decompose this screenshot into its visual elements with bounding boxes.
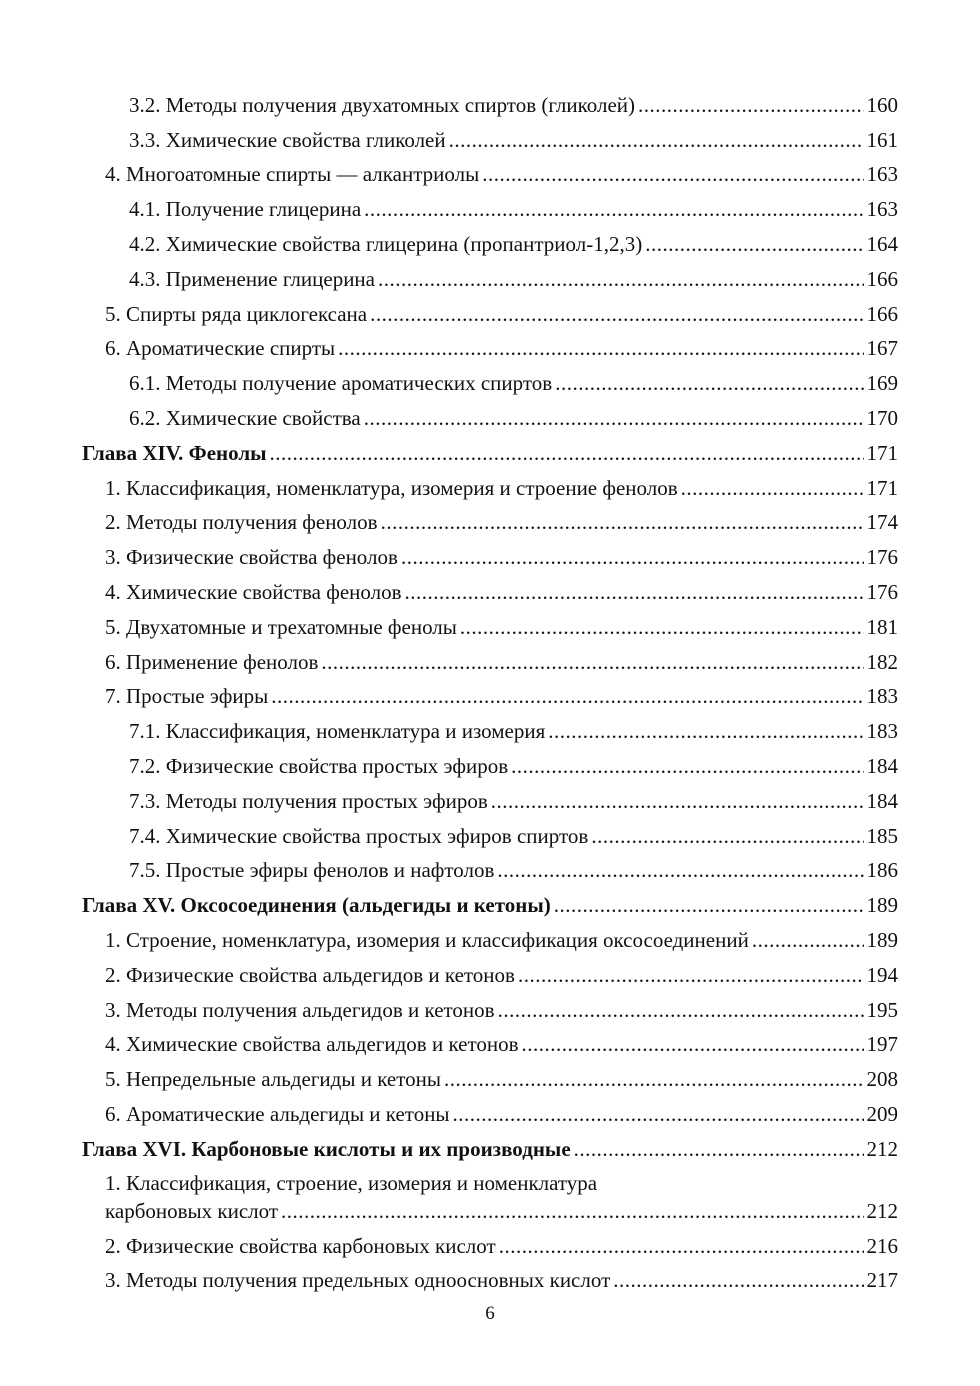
toc-entry[interactable] (0, 645, 980, 680)
dot-leader (321, 650, 863, 674)
toc-entry[interactable] (0, 471, 980, 506)
toc-page-number: 189 (866, 927, 898, 952)
dot-leader (681, 476, 864, 500)
dot-leader (518, 963, 864, 987)
toc-page-number: 171 (866, 440, 898, 465)
toc-page-number: 184 (866, 788, 898, 813)
dot-leader (645, 232, 863, 256)
toc-entry-title: карбоновых кислот (105, 1198, 279, 1223)
toc-entry-title: Глава XVI. Карбоновые кислоты и их производные (82, 1136, 571, 1161)
dot-leader (482, 162, 863, 186)
toc-entry[interactable] (0, 854, 980, 889)
dot-leader (405, 580, 864, 604)
dot-leader (378, 267, 864, 291)
toc-entry[interactable] (0, 262, 980, 297)
toc-page-number: 183 (866, 719, 898, 744)
toc-entry-title: 3. Методы получения альдегидов и кетонов (105, 997, 495, 1022)
toc-page-number: 167 (866, 336, 898, 361)
toc-entry[interactable] (0, 227, 980, 262)
toc-page-number: 181 (866, 614, 898, 639)
dot-leader (270, 441, 864, 465)
toc-entry[interactable] (0, 1167, 980, 1229)
toc-entry-title: 3. Физические свойства фенолов (105, 545, 398, 570)
toc-page-number: 189 (866, 893, 898, 918)
toc-entry[interactable] (0, 332, 980, 367)
toc-page-number: 163 (866, 197, 898, 222)
toc-entry-title: 2. Физические свойства альдегидов и кетонов (105, 962, 515, 987)
toc-entry[interactable] (0, 1229, 980, 1264)
toc-entry-title: 7.4. Химические свойства простых эфиров спиртов (129, 823, 589, 848)
dot-leader (548, 719, 863, 743)
toc-entry[interactable] (0, 923, 980, 958)
toc-page-number: 209 (866, 1101, 898, 1126)
toc-chapter[interactable] (0, 1132, 980, 1167)
toc-entry[interactable] (0, 88, 980, 123)
toc-entry-title: 4.3. Применение глицерина (129, 266, 375, 291)
toc-entry-title: 1. Классификация, номенклатура, изомерия и строение фенолов (105, 475, 678, 500)
toc-page-number: 163 (866, 162, 898, 187)
toc-entry[interactable] (0, 192, 980, 227)
toc-entry[interactable] (0, 680, 980, 715)
toc-entry[interactable] (0, 749, 980, 784)
toc-page-number: 166 (866, 301, 898, 326)
toc-entry[interactable] (0, 366, 980, 401)
toc-entry[interactable] (0, 819, 980, 854)
toc-entry[interactable] (0, 1097, 980, 1132)
toc-entry-title: 5. Двухатомные и трехатомные фенолы (105, 614, 457, 639)
dot-leader (444, 1067, 864, 1091)
toc-page-number: 176 (866, 545, 898, 570)
toc-page-number: 184 (866, 753, 898, 778)
dot-leader (554, 893, 864, 917)
toc-page-number: 185 (866, 823, 898, 848)
toc-entry[interactable] (0, 958, 980, 993)
dot-leader (613, 1268, 863, 1292)
dot-leader (497, 858, 863, 882)
toc-entry-title: 7. Простые эфиры (105, 684, 269, 709)
toc-entry[interactable] (0, 506, 980, 541)
toc-chapter[interactable] (0, 888, 980, 923)
toc-page-number: 182 (866, 649, 898, 674)
toc-entry[interactable] (0, 158, 980, 193)
toc-entry[interactable] (0, 575, 980, 610)
toc-entry[interactable] (0, 297, 980, 332)
dot-leader (338, 336, 863, 360)
toc-entry[interactable] (0, 1062, 980, 1097)
toc-entry-title: Глава XV. Оксосоединения (альдегиды и кетоны) (82, 893, 551, 918)
toc-entry[interactable] (0, 993, 980, 1028)
toc-entry-title: 7.5. Простые эфиры фенолов и нафтолов (129, 858, 495, 883)
toc-chapter[interactable] (0, 436, 980, 471)
toc-entry-title: 5. Непредельные альдегиды и кетоны (105, 1067, 441, 1092)
dot-leader (591, 824, 863, 848)
toc-entry-title: 1. Строение, номенклатура, изомерия и классификация оксосоединений (105, 927, 749, 952)
toc-page-number: 171 (866, 475, 898, 500)
toc-entry-title: 3.3. Химические свойства гликолей (129, 127, 446, 152)
toc-page-number: 186 (866, 858, 898, 883)
dot-leader (752, 928, 864, 952)
dot-leader (574, 1137, 864, 1161)
toc-entry-title: 7.1. Классификация, номенклатура и изомерия (129, 719, 546, 744)
toc-page-number: 208 (866, 1067, 898, 1092)
toc-page-number: 194 (866, 962, 898, 987)
toc-page-number: 217 (866, 1268, 898, 1293)
toc-entry[interactable] (0, 401, 980, 436)
toc-entry-title: 4. Химические свойства альдегидов и кетонов (105, 1032, 519, 1057)
toc-entry-title: 4.2. Химические свойства глицерина (пропантриол-1,2,3) (129, 231, 643, 256)
toc-page-number: 212 (866, 1198, 898, 1223)
dot-leader (281, 1199, 863, 1223)
toc-page-number: 160 (866, 92, 898, 117)
toc-entry[interactable] (0, 1264, 980, 1299)
toc-entry[interactable] (0, 1028, 980, 1063)
toc-entry-title: 6. Применение фенолов (105, 649, 319, 674)
dot-leader (522, 1032, 864, 1056)
toc-entry-title-line1: 1. Классификация, строение, изомерия и номенклатура (105, 1170, 598, 1195)
dot-leader (364, 406, 864, 430)
toc-entry-title: 4. Химические свойства фенолов (105, 579, 402, 604)
toc-entry-title: 4. Многоатомные спирты — алкантриолы (105, 162, 480, 187)
toc-entry[interactable] (0, 540, 980, 575)
dot-leader (370, 302, 863, 326)
toc-entry-title: 4.1. Получение глицерина (129, 197, 362, 222)
toc-page-number: 170 (866, 405, 898, 430)
toc-entry-title: 2. Методы получения фенолов (105, 510, 378, 535)
toc-page-number: 174 (866, 510, 898, 535)
toc-page-number: 164 (866, 231, 898, 256)
dot-leader (491, 789, 864, 813)
toc-page-number: 216 (866, 1233, 898, 1258)
toc-entry-title: 7.3. Методы получения простых эфиров (129, 788, 488, 813)
dot-leader (449, 128, 864, 152)
dot-leader (401, 545, 864, 569)
toc-entry-title: 5. Спирты ряда циклогексана (105, 301, 368, 326)
dot-leader (499, 1234, 864, 1258)
toc-page-number: 166 (866, 266, 898, 291)
toc-entry-title: 6. Ароматические спирты (105, 336, 336, 361)
toc-entry[interactable] (0, 123, 980, 158)
dot-leader (271, 684, 863, 708)
dot-leader (498, 998, 864, 1022)
dot-leader (638, 93, 863, 117)
toc-page-number: 212 (866, 1136, 898, 1161)
toc-entry-title: 6.1. Методы получение ароматических спиртов (129, 371, 553, 396)
toc-page-number: 197 (866, 1032, 898, 1057)
toc-entry-title: 6.2. Химические свойства (129, 405, 361, 430)
dot-leader (555, 371, 863, 395)
toc-entry-title: Глава XIV. Фенолы (82, 440, 267, 465)
toc-page-number: 161 (866, 127, 898, 152)
dot-leader (511, 754, 863, 778)
toc-page-number: 183 (866, 684, 898, 709)
dot-leader (381, 510, 864, 534)
toc-entry-title: 7.2. Физические свойства простых эфиров (129, 753, 509, 778)
dot-leader (453, 1102, 864, 1126)
toc-entry-title: 2. Физические свойства карбоновых кислот (105, 1233, 496, 1258)
table-of-contents (0, 88, 980, 1298)
toc-page-number: 169 (866, 371, 898, 396)
dot-leader (460, 615, 864, 639)
toc-entry-title: 6. Ароматические альдегиды и кетоны (105, 1101, 450, 1126)
toc-entry[interactable] (0, 714, 980, 749)
toc-entry-title: 3. Методы получения предельных одноосновных кислот (105, 1268, 611, 1293)
page-number: 6 (485, 1303, 495, 1324)
toc-entry[interactable] (0, 610, 980, 645)
toc-entry[interactable] (0, 784, 980, 819)
toc-page-number: 195 (866, 997, 898, 1022)
toc-entry-title: 3.2. Методы получения двухатомных спиртов (гликолей) (129, 92, 636, 117)
dot-leader (364, 197, 863, 221)
toc-page-number: 176 (866, 579, 898, 604)
